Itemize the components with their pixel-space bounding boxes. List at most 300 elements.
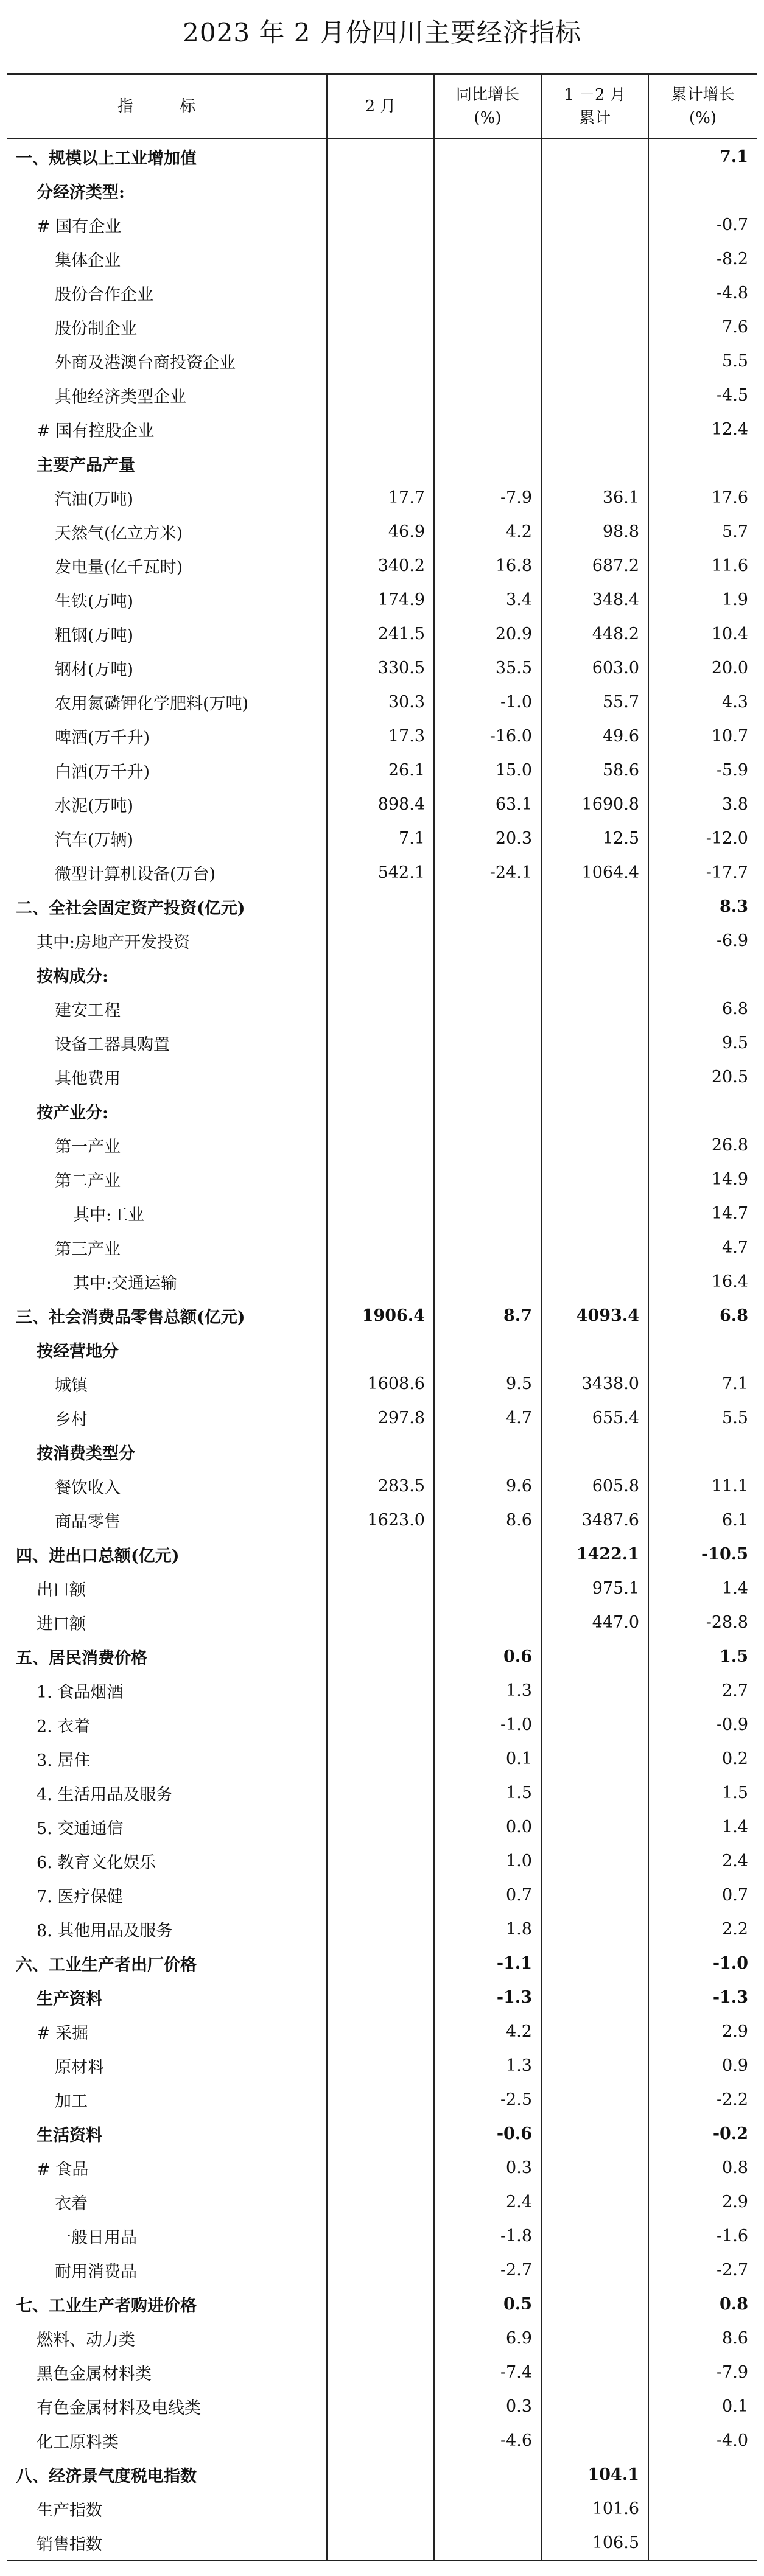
cell-feb	[327, 923, 434, 957]
cell-cum-growth: -6.9	[648, 923, 757, 957]
cum-cell	[541, 208, 648, 242]
cum-cell	[541, 2423, 648, 2457]
cell-cum-growth: 0.9	[648, 2048, 757, 2082]
cell-yoy	[434, 310, 541, 344]
cum-cell: 12.5	[541, 821, 648, 855]
cell-yoy: 16.8	[434, 548, 541, 583]
cell-yoy: -1.3	[434, 1980, 541, 2014]
row-label: 其中:工业	[7, 1196, 327, 1230]
row-label: 外商及港澳台商投资企业	[7, 344, 327, 378]
cum-cell: 106.5	[541, 2525, 648, 2561]
table-row	[7, 1435, 757, 1469]
cell-cum-growth: -2.7	[648, 2253, 757, 2287]
cum-cell	[541, 173, 648, 208]
cell-cum-growth: 12.4	[648, 412, 757, 446]
cell-feb: 283.5	[327, 1469, 434, 1503]
cell-yoy: 8.7	[434, 1298, 541, 1332]
cell-cum-growth: -0.7	[648, 208, 757, 242]
cell-feb	[327, 2253, 434, 2287]
table-row	[7, 1503, 757, 1537]
cell-feb	[327, 412, 434, 446]
cell-feb	[327, 139, 434, 173]
cell-cum-growth: 14.7	[648, 1196, 757, 1230]
cell-yoy: 0.7	[434, 1878, 541, 1912]
page-title: 2023 年 2 月份四川主要经济指标	[183, 18, 581, 47]
row-label: 按构成分:	[7, 957, 327, 992]
cell-yoy: 0.3	[434, 2151, 541, 2185]
row-label: 水泥(万吨)	[7, 787, 327, 821]
table-row	[7, 821, 757, 855]
cum-cell	[541, 1332, 648, 1367]
cell-yoy	[434, 1128, 541, 1162]
cell-feb	[327, 1162, 434, 1196]
table-row	[7, 514, 757, 548]
cum-cell	[541, 310, 648, 344]
cell-yoy	[434, 1605, 541, 1639]
cum-cell: 1064.4	[541, 855, 648, 889]
section-row	[7, 1298, 757, 1332]
table-row	[7, 1605, 757, 1639]
table-row	[7, 344, 757, 378]
cell-feb	[327, 2048, 434, 2082]
cell-feb	[327, 1639, 434, 1673]
row-label: 一般日用品	[7, 2219, 327, 2253]
cell-yoy	[434, 1332, 541, 1367]
cum-cell: 36.1	[541, 480, 648, 514]
cell-yoy: 4.2	[434, 514, 541, 548]
cum-cell	[541, 1980, 648, 2014]
cell-feb: 46.9	[327, 514, 434, 548]
table-row	[7, 1026, 757, 1060]
cum-cell: 447.0	[541, 1605, 648, 1639]
cell-cum-growth: 2.4	[648, 1844, 757, 1878]
cell-yoy	[434, 344, 541, 378]
table-row	[7, 1810, 757, 1844]
header-indicator-label: 指 标	[117, 97, 217, 116]
cell-feb: 26.1	[327, 753, 434, 787]
cell-cum-growth: 8.6	[648, 2321, 757, 2355]
row-label: 第三产业	[7, 1230, 327, 1264]
indicator-table	[7, 73, 757, 2561]
cell-yoy: -7.4	[434, 2355, 541, 2389]
table-row	[7, 1162, 757, 1196]
cum-cell: 3438.0	[541, 1367, 648, 1401]
cell-cum-growth: 16.4	[648, 1264, 757, 1298]
cell-cum-growth: -1.6	[648, 2219, 757, 2253]
cell-cum-growth: 26.8	[648, 1128, 757, 1162]
cell-feb	[327, 1128, 434, 1162]
cell-feb	[327, 1264, 434, 1298]
cum-cell: 348.4	[541, 583, 648, 617]
cell-cum-growth: 11.1	[648, 1469, 757, 1503]
cell-cum-growth: -2.2	[648, 2082, 757, 2116]
cell-cum-growth	[648, 1332, 757, 1367]
cell-feb	[327, 1741, 434, 1776]
cell-yoy	[434, 446, 541, 480]
cell-feb	[327, 1707, 434, 1741]
cum-cell: 3487.6	[541, 1503, 648, 1537]
row-label: 二、全社会固定资产投资(亿元)	[7, 889, 327, 923]
cum-cell: 605.8	[541, 1469, 648, 1503]
cell-yoy: 0.3	[434, 2389, 541, 2423]
cum-cell	[541, 889, 648, 923]
cum-cell	[541, 344, 648, 378]
cell-feb: 898.4	[327, 787, 434, 821]
section-row	[7, 889, 757, 923]
cell-yoy	[434, 2457, 541, 2491]
cum-cell	[541, 1230, 648, 1264]
cell-cum-growth	[648, 2491, 757, 2525]
cum-cell	[541, 1946, 648, 1980]
cell-yoy: 0.6	[434, 1639, 541, 1673]
header-cum-growth-line2: (%)	[689, 109, 717, 127]
cell-yoy	[434, 1060, 541, 1094]
cell-cum-growth: -10.5	[648, 1537, 757, 1571]
cum-cell: 49.6	[541, 719, 648, 753]
row-label: 白酒(万千升)	[7, 753, 327, 787]
cell-feb	[327, 1230, 434, 1264]
cum-cell	[541, 378, 648, 412]
table-row	[7, 855, 757, 889]
cell-feb	[327, 1537, 434, 1571]
table-row	[7, 1707, 757, 1741]
cum-cell	[541, 2355, 648, 2389]
row-label: # 采掘	[7, 2014, 327, 2048]
row-label: 微型计算机设备(万台)	[7, 855, 327, 889]
row-label: 餐饮收入	[7, 1469, 327, 1503]
cell-cum-growth: 7.1	[648, 1367, 757, 1401]
cell-yoy	[434, 992, 541, 1026]
cell-feb	[327, 2185, 434, 2219]
table-row	[7, 2525, 757, 2561]
cell-cum-growth: 20.5	[648, 1060, 757, 1094]
table-row	[7, 2082, 757, 2116]
section-row	[7, 139, 757, 173]
cum-cell: 101.6	[541, 2491, 648, 2525]
cell-cum-growth	[648, 2457, 757, 2491]
cell-cum-growth: 2.2	[648, 1912, 757, 1946]
table-row	[7, 957, 757, 992]
cell-feb	[327, 1605, 434, 1639]
cell-yoy: -4.6	[434, 2423, 541, 2457]
table-row	[7, 1401, 757, 1435]
row-label: 四、进出口总额(亿元)	[7, 1537, 327, 1571]
table-row	[7, 2116, 757, 2151]
cell-feb: 17.3	[327, 719, 434, 753]
cell-yoy	[434, 957, 541, 992]
table-row	[7, 2491, 757, 2525]
cum-cell	[541, 1741, 648, 1776]
cum-cell: 55.7	[541, 685, 648, 719]
cell-yoy: 63.1	[434, 787, 541, 821]
row-label: 设备工器具购置	[7, 1026, 327, 1060]
cell-yoy: 9.5	[434, 1367, 541, 1401]
table-row	[7, 1230, 757, 1264]
cum-cell	[541, 412, 648, 446]
cum-cell	[541, 2116, 648, 2151]
cell-yoy: 20.3	[434, 821, 541, 855]
row-label: # 国有企业	[7, 208, 327, 242]
cell-cum-growth: 9.5	[648, 1026, 757, 1060]
table-row	[7, 787, 757, 821]
row-label: 建安工程	[7, 992, 327, 1026]
cell-yoy	[434, 1435, 541, 1469]
row-label: 燃料、动力类	[7, 2321, 327, 2355]
cell-yoy	[434, 2491, 541, 2525]
cell-cum-growth: 4.3	[648, 685, 757, 719]
row-label: 化工原料类	[7, 2423, 327, 2457]
cell-cum-growth: 4.7	[648, 1230, 757, 1264]
table-row	[7, 480, 757, 514]
cell-cum-growth: 5.5	[648, 344, 757, 378]
table-row	[7, 719, 757, 753]
cum-cell	[541, 1878, 648, 1912]
cell-feb	[327, 173, 434, 208]
cum-cell: 4093.4	[541, 1298, 648, 1332]
table-row	[7, 1844, 757, 1878]
row-label: 按产业分:	[7, 1094, 327, 1128]
cell-cum-growth: 2.7	[648, 1673, 757, 1707]
cell-yoy	[434, 276, 541, 310]
cum-cell: 98.8	[541, 514, 648, 548]
section-row	[7, 2287, 757, 2321]
cell-feb	[327, 242, 434, 276]
row-label: 第一产业	[7, 1128, 327, 1162]
row-label: 1. 食品烟酒	[7, 1673, 327, 1707]
row-label: 出口额	[7, 1571, 327, 1605]
cell-yoy: 20.9	[434, 617, 541, 651]
table-row	[7, 2389, 757, 2423]
cell-cum-growth	[648, 957, 757, 992]
cell-feb	[327, 1435, 434, 1469]
row-label: 三、社会消费品零售总额(亿元)	[7, 1298, 327, 1332]
cell-yoy: -7.9	[434, 480, 541, 514]
table-row	[7, 1060, 757, 1094]
table-row	[7, 1673, 757, 1707]
row-label: 汽车(万辆)	[7, 821, 327, 855]
cell-cum-growth: 10.4	[648, 617, 757, 651]
row-label: 乡村	[7, 1401, 327, 1435]
cell-yoy	[434, 1162, 541, 1196]
cell-cum-growth: 1.9	[648, 583, 757, 617]
cell-cum-growth: 1.5	[648, 1776, 757, 1810]
cell-cum-growth: -1.3	[648, 1980, 757, 2014]
row-label: 第二产业	[7, 1162, 327, 1196]
cell-cum-growth: 7.1	[648, 139, 757, 173]
cum-cell: 655.4	[541, 1401, 648, 1435]
cell-cum-growth: 1.5	[648, 1639, 757, 1673]
cum-cell	[541, 1196, 648, 1230]
cell-yoy: 0.5	[434, 2287, 541, 2321]
table-row	[7, 1571, 757, 1605]
cum-cell: 58.6	[541, 753, 648, 787]
row-label: 六、工业生产者出厂价格	[7, 1946, 327, 1980]
table-row	[7, 310, 757, 344]
cell-feb	[327, 1196, 434, 1230]
row-label: 8. 其他用品及服务	[7, 1912, 327, 1946]
cum-cell	[541, 1264, 648, 1298]
cell-feb	[327, 1878, 434, 1912]
cell-cum-growth: 2.9	[648, 2014, 757, 2048]
cell-yoy	[434, 1230, 541, 1264]
table-row	[7, 173, 757, 208]
cell-yoy	[434, 923, 541, 957]
cell-yoy	[434, 1264, 541, 1298]
cell-yoy	[434, 2525, 541, 2561]
table-row	[7, 2355, 757, 2389]
table-row	[7, 2253, 757, 2287]
cell-yoy: 2.4	[434, 2185, 541, 2219]
row-label: 销售指数	[7, 2525, 327, 2561]
cell-feb: 17.7	[327, 480, 434, 514]
row-label: 3. 居住	[7, 1741, 327, 1776]
cell-feb	[327, 446, 434, 480]
row-label: 按经营地分	[7, 1332, 327, 1367]
cum-cell: 1422.1	[541, 1537, 648, 1571]
header-cum-line2: 累计	[578, 109, 611, 127]
header-yoy	[434, 74, 541, 139]
header-feb: 2 月	[327, 74, 434, 139]
cell-cum-growth: 0.2	[648, 1741, 757, 1776]
cell-cum-growth	[648, 2525, 757, 2561]
cum-cell: 448.2	[541, 617, 648, 651]
cell-cum-growth: 14.9	[648, 1162, 757, 1196]
row-label: 七、工业生产者购进价格	[7, 2287, 327, 2321]
table-row	[7, 1776, 757, 1810]
row-label: 进口额	[7, 1605, 327, 1639]
cum-cell	[541, 957, 648, 992]
cum-cell	[541, 2014, 648, 2048]
cum-cell	[541, 139, 648, 173]
cum-cell	[541, 2185, 648, 2219]
cell-cum-growth: 2.9	[648, 2185, 757, 2219]
row-label: 生产资料	[7, 1980, 327, 2014]
table-row	[7, 548, 757, 583]
cell-cum-growth: -28.8	[648, 1605, 757, 1639]
cell-feb	[327, 1094, 434, 1128]
cell-feb	[327, 310, 434, 344]
header-cum	[541, 74, 648, 139]
cell-cum-growth: -0.2	[648, 2116, 757, 2151]
row-label: 天然气(亿立方米)	[7, 514, 327, 548]
cell-cum-growth	[648, 446, 757, 480]
cell-feb	[327, 992, 434, 1026]
row-label: 城镇	[7, 1367, 327, 1401]
cell-yoy: 6.9	[434, 2321, 541, 2355]
table-row	[7, 1912, 757, 1946]
table-row	[7, 2014, 757, 2048]
cell-cum-growth: 11.6	[648, 548, 757, 583]
table-row	[7, 651, 757, 685]
table-row	[7, 1367, 757, 1401]
table-header	[7, 74, 757, 139]
cell-yoy: 1.3	[434, 2048, 541, 2082]
cell-cum-growth: 7.6	[648, 310, 757, 344]
cell-yoy: -24.1	[434, 855, 541, 889]
cell-yoy: 1.8	[434, 1912, 541, 1946]
row-label: 汽油(万吨)	[7, 480, 327, 514]
row-label: 股份制企业	[7, 310, 327, 344]
section-row	[7, 2457, 757, 2491]
cell-cum-growth	[648, 173, 757, 208]
row-label: 其他费用	[7, 1060, 327, 1094]
cell-cum-growth: -8.2	[648, 242, 757, 276]
cell-cum-growth: 5.5	[648, 1401, 757, 1435]
section-row	[7, 1639, 757, 1673]
cell-yoy: 3.4	[434, 583, 541, 617]
cum-cell	[541, 1707, 648, 1741]
cell-feb	[327, 1980, 434, 2014]
row-label: 7. 医疗保健	[7, 1878, 327, 1912]
row-label: 分经济类型:	[7, 173, 327, 208]
cell-yoy: 1.0	[434, 1844, 541, 1878]
table-row	[7, 923, 757, 957]
cell-yoy	[434, 1537, 541, 1571]
cell-cum-growth: 0.7	[648, 1878, 757, 1912]
table-row	[7, 617, 757, 651]
cell-feb	[327, 378, 434, 412]
table-row	[7, 1332, 757, 1367]
row-label: 加工	[7, 2082, 327, 2116]
cell-yoy: -1.8	[434, 2219, 541, 2253]
cell-feb	[327, 2116, 434, 2151]
cum-cell: 687.2	[541, 548, 648, 583]
cum-cell	[541, 1094, 648, 1128]
cell-yoy	[434, 1094, 541, 1128]
cell-cum-growth: 3.8	[648, 787, 757, 821]
cum-cell	[541, 1128, 648, 1162]
cell-yoy: -16.0	[434, 719, 541, 753]
table-row	[7, 446, 757, 480]
table-row	[7, 1469, 757, 1503]
cum-cell	[541, 1776, 648, 1810]
row-label: # 国有控股企业	[7, 412, 327, 446]
cell-cum-growth: 20.0	[648, 651, 757, 685]
table-row	[7, 2151, 757, 2185]
cell-yoy: 15.0	[434, 753, 541, 787]
row-label: 4. 生活用品及服务	[7, 1776, 327, 1810]
table-row	[7, 685, 757, 719]
cum-cell	[541, 923, 648, 957]
cum-cell: 1690.8	[541, 787, 648, 821]
cell-yoy: 4.2	[434, 2014, 541, 2048]
section-row	[7, 1537, 757, 1571]
cum-cell	[541, 1844, 648, 1878]
cell-feb	[327, 2457, 434, 2491]
cell-feb: 1906.4	[327, 1298, 434, 1332]
row-label: 衣着	[7, 2185, 327, 2219]
cell-feb	[327, 2389, 434, 2423]
cell-cum-growth: 6.8	[648, 1298, 757, 1332]
cell-yoy: 0.0	[434, 1810, 541, 1844]
cum-cell	[541, 1060, 648, 1094]
cell-yoy: -2.5	[434, 2082, 541, 2116]
row-label: 原材料	[7, 2048, 327, 2082]
row-label: 股份合作企业	[7, 276, 327, 310]
cell-feb	[327, 2321, 434, 2355]
cum-cell	[541, 1673, 648, 1707]
cum-cell	[541, 2219, 648, 2253]
cell-yoy: -0.6	[434, 2116, 541, 2151]
cell-cum-growth: 6.1	[648, 1503, 757, 1537]
table-row	[7, 242, 757, 276]
cum-cell	[541, 2048, 648, 2082]
row-label: 生活资料	[7, 2116, 327, 2151]
cell-yoy: 4.7	[434, 1401, 541, 1435]
cell-yoy: 8.6	[434, 1503, 541, 1537]
table-row	[7, 378, 757, 412]
table-row	[7, 1196, 757, 1230]
